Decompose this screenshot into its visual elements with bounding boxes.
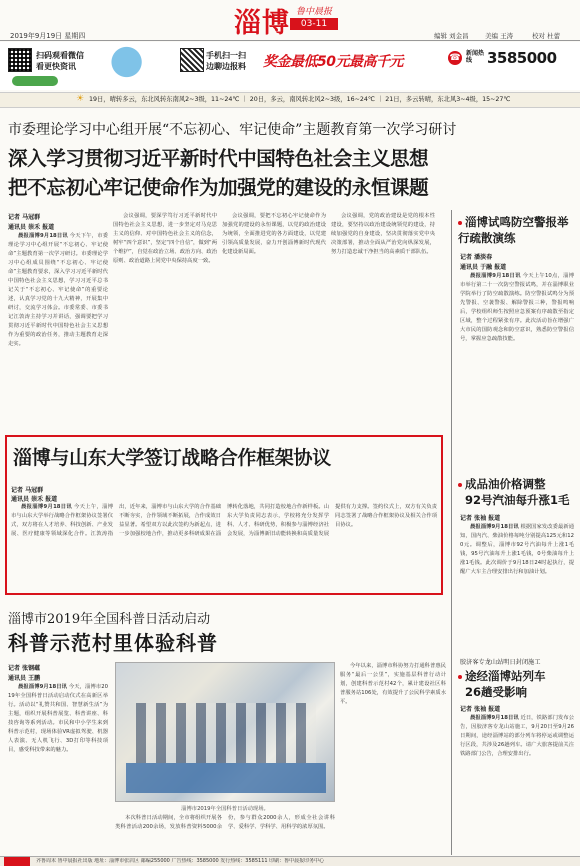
side1-bullet-icon <box>458 221 462 225</box>
wechat-logo <box>12 76 58 86</box>
bottom-photo <box>115 662 335 802</box>
bottom-body-right <box>340 662 446 854</box>
ad-hotline-label: 新闻热线 <box>466 50 485 64</box>
masthead-editor: 编辑 刘金昌 <box>434 32 469 40</box>
lead-body-col3 <box>222 212 326 420</box>
side2-byline: 记者 张袖 报道 <box>460 515 501 522</box>
side2-body-text: 根据国家发改委最新通知，国内汽、柴油价格每吨分别提高125元和120元。调整后，淄博市92号汽油每升上涨1毛钱，95号汽油每升上涨1毛钱，0号柴油每升上涨1毛钱。此次调价于9月18日24时起执行，提醒广大车主合理安排出行和加油计划。 <box>460 524 574 575</box>
side3-headline <box>458 668 576 700</box>
lead-body-col2 <box>113 212 217 420</box>
feature-byline-1: 记者 马冠群 <box>11 487 44 494</box>
side2-headline <box>458 476 576 508</box>
side3-dateline: 晨报淄博9月18日讯 <box>470 715 519 721</box>
side1-headline-text: 淄博试鸣防空警报举行疏散演练 <box>458 215 569 245</box>
ad-illustration <box>108 46 170 86</box>
side3-bullet-icon <box>458 675 462 679</box>
lead-body-2: 会议强调，要深学笃行习近平新时代中国特色社会主义思想，进一步坚定对马克思主义的信仰、对中国特色社会主义的信念，树牢“四个意识”，坚定“四个自信”，做到“两个维护”，自觉在政治立场、政治方向、政治原则、政治道路上同党中央保持高度一致。 <box>113 213 217 264</box>
feature-body-text: 今天上午，淄博市与山东大学举行战略合作框架协议签署仪式，双方将在人才培养、科技创新、产业发展、医疗健康等领域深化合作。江敦涛指出，近年来，淄博市与山东大学的合作基础不断夯实，合作领域不断拓展，合作成效日益显著。希望双方以此次签约为新起点，进一步加强校地合作，推动更多科研成果在淄博转化落地，共同打造校地合作新样板。山东大学负责同志表示，学校将充分发挥学科、人才、科研优势，积极参与淄博经济社会发展，为淄博新旧动能转换和高质量发展提供有力支撑。签约仪式上，双方有关负责同志签署了战略合作框架协议及相关合作项目协议。 <box>11 504 437 537</box>
lead-body-4: 会议强调，党的政治建设是党的根本性建设，要坚持以政治建设统领党的建设，持续加强党的自身建设，坚决贯彻落实党中央决策部署，推动全面从严治党向纵深发展，努力打造忠诚干净担当的高素质干部队伍。 <box>331 213 435 255</box>
column-rule <box>451 210 452 855</box>
lead-headline-1: 深入学习贯彻习近平新时代中国特色社会主义思想 <box>8 147 429 170</box>
bottom-body-left-text: 今天，淄博市2019年全国科普日活动启动仪式在高新区举行。活动以“礼赞共和国、智慧新生活”为主题，组织开展科普展览、科普讲座、科技咨询等系列活动。市民和中小学生来到科普示范村，现场体验VR虚拟驾驶、机器人表演、无人机飞行、3D打印等科技项目，感受科技带来的魅力。 <box>8 684 108 753</box>
lead-body-1: 今天下午，市委理论学习中心组开展“不忘初心、牢记使命”主题教育第一次学习研讨。市委理论学习中心组成员围绕“不忘初心、牢记使命”主题教育要求，深入学习习近平新时代中国特色社会主义思想，学习习近平总书记关于“不忘初心、牢记使命”的重要论述，认真学习党的十九大精神，开展集中研讨，交流学习体会。市委常委、市委书记江敦涛主持学习并讲话，强调要把学习贯彻习近平新时代中国特色社会主义思想作为重要的政治任务，推动主题教育走深走实。 <box>8 233 108 347</box>
masthead <box>0 0 580 40</box>
side2-headline-text: 成品油价格调整 <box>465 477 546 491</box>
bottom-photo-caption: 淄博市2019年全国科普日活动现场。 <box>181 806 269 812</box>
side2-dateline: 晨报淄博9月18日讯 <box>470 524 519 530</box>
ad-mid-sub: 边聊边报料 <box>206 62 246 71</box>
feature-box[interactable] <box>5 435 443 595</box>
side3-body <box>460 714 574 854</box>
feature-headline: 淄博与山东大学签订战略合作框架协议 <box>13 447 331 469</box>
footer-text: 齐鲁周末 鲁中晨报社出版 地址：淄博市张店区 邮编255000 广告热线：3585000 发行热线：3585111 印刷：鲁中晨报印务中心 <box>36 858 325 864</box>
side1-dateline: 晨报淄博9月18日讯 <box>470 273 521 279</box>
qr-code-icon <box>8 48 32 72</box>
side2-headline-2: 92号汽油每升涨1毛 <box>465 493 570 507</box>
side1-headline <box>458 214 576 246</box>
bottom-body-left <box>8 683 108 853</box>
feature-byline-2: 通讯员 崇禾 报道 <box>11 496 58 503</box>
masthead-brand-sub: 鲁中晨报 <box>296 7 333 17</box>
side2-bullet-icon <box>458 483 462 487</box>
side3-kicker: 胶济客专龙山站明日封闭施工 <box>460 659 541 666</box>
photo-table <box>126 763 326 793</box>
side1-body <box>460 272 574 468</box>
ad-left-title: 扫码观看微信 <box>36 51 84 60</box>
phone-icon: ☎ <box>449 53 461 63</box>
side3-body-text: 近日，铁路部门发布公告，因胶济客专龙山站施工，9月20日至9月26日期间，途经淄博站的部分列车将停运或调整运行区段，共涉及26趟列车。请广大旅客提前关注铁路部门公告，合理安排出行。 <box>460 715 574 757</box>
side1-byline-2: 通讯员 于融 报道 <box>460 264 507 271</box>
lead-byline-1: 记者 马冠群 <box>8 214 41 221</box>
side2-body <box>460 523 574 623</box>
ad-promo: 奖金最低50元最高千元 <box>263 54 403 70</box>
photo-people <box>136 703 316 763</box>
lead-body-col1 <box>8 232 108 420</box>
issue-code: 03-11 <box>290 18 338 30</box>
lead-dateline: 晨报淄博9月18日讯 <box>18 233 68 239</box>
masthead-date: 2019年9月19日 星期四 <box>10 32 86 40</box>
ad-banner[interactable] <box>0 42 580 90</box>
side3-byline: 记者 张袖 报道 <box>460 706 501 713</box>
lead-headline-2: 把不忘初心牢记使命作为加强党的建设的永恒课题 <box>8 176 429 199</box>
lead-body-3: 会议强调，要把不忘初心牢记使命作为加强党的建设的永恒课题，以党的政治建设为统领，全面推进党的各方面建设，以党建引领高质量发展，奋力开创淄博新时代现代化建设新局面。 <box>222 213 326 255</box>
weather-strip <box>0 92 580 108</box>
bottom-kicker: 淄博市2019年全国科普日活动启动 <box>8 612 211 627</box>
side3-headline-text: 途经淄博站列车 <box>465 669 546 683</box>
bottom-headline: 科普示范村里体验科普 <box>8 631 218 655</box>
qr-code-icon-2 <box>180 48 204 72</box>
bottom-byline-1: 记者 张钢蕴 <box>8 665 41 672</box>
lead-kicker: 市委理论学习中心组开展“不忘初心、牢记使命”主题教育第一次学习研讨 <box>8 122 457 138</box>
feature-dateline: 晨报淄博9月18日讯 <box>21 504 72 510</box>
masthead-rule <box>0 40 580 41</box>
lead-body-col4 <box>331 212 435 420</box>
bottom-body-mid <box>115 814 335 854</box>
masthead-brand: 淄博 <box>234 8 290 39</box>
ad-hotline: 3585000 <box>487 49 557 67</box>
side1-byline-1: 记者 潘淡春 <box>460 254 493 261</box>
side1-body-text: 今天上午10点，淄博市举行第二十一次防空警报试鸣，并在淄博职业学院举行了防空疏散演练。防空警报试鸣分为预先警报、空袭警报、解除警报三种，警报鸣响后，学校组织师生按照应急预案有序疏散至指定区域，整个过程紧张有序。此次活动旨在增强广大市民的国防观念和防空意识，熟悉防空警报信号，掌握应急疏散技能。 <box>460 273 574 342</box>
lead-byline-2: 通讯员 崇禾 报道 <box>8 224 55 231</box>
weather-icon: ☀ <box>76 94 85 104</box>
bottom-body-mid-text: 本次科普日活动期间，全市将组织开展各类科普活动200余场，发放科普资料5000余份，参与群众2000余人，形成全社会讲科学、爱科学、学科学、用科学的浓厚氛围。 <box>115 815 335 830</box>
bottom-dateline: 晨报淄博9月18日讯 <box>18 684 68 690</box>
side3-headline-2: 26趟受影响 <box>465 685 528 699</box>
bottom-body-right-text: 今年以来，淄博市科协努力打通科普惠民服务“最后一公里”，实施基层科普行动计划，创建科普示范村42个，累计建设社区科普服务站106处，有效提升了公民科学素质水平。 <box>340 663 446 705</box>
bottom-byline-2: 通讯员 王鹏 <box>8 675 41 682</box>
weather-text: 19日，晴转多云，东北风转东南风2~3级，11~24℃ ｜ 20日，多云，南风转北风2~3级，16~24℃ ｜ 21日，多云转晴，东北风3~4级，15~27℃ <box>89 96 511 103</box>
ad-left-sub: 看更快资讯 <box>36 62 76 71</box>
masthead-proofreader: 校对 杜蕾 <box>532 32 561 40</box>
masthead-designer: 美编 王涛 <box>485 32 514 40</box>
ad-mid-title: 手机扫一扫 <box>206 51 246 60</box>
feature-body <box>11 503 437 591</box>
